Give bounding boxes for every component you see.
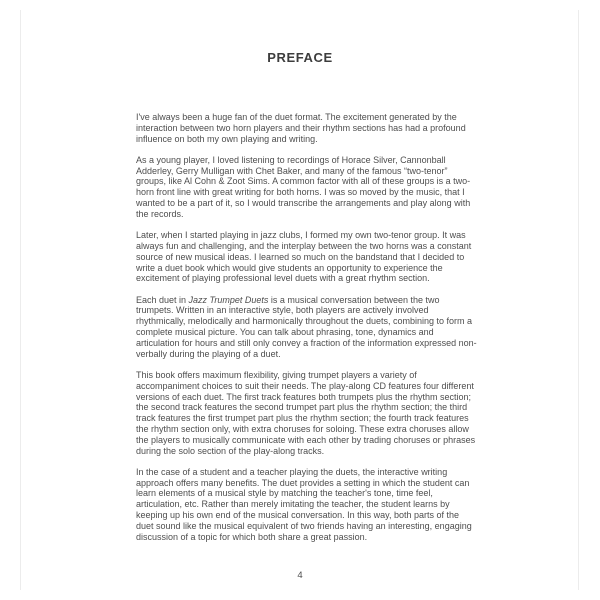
page-edge-right bbox=[578, 10, 579, 590]
paragraph: I've always been a huge fan of the duet format. The excitement generated by the interaction between two horn players and their rhythm sections has had a profound influence on both my own playing and writing. bbox=[136, 112, 466, 144]
paragraph: In the case of a student and a teacher playing the duets, the interactive writing approach offers many benefits. The duet provides a setting in which the student can learn elements of a musical style by matching the teacher's tone, time feel, articulation, etc. Rather than merely imitating the teacher, the student learns by keeping up his own end of the musical conversation. In this way, both parts of the duet sound like the musical equivalent of two friends having an interesting, engaging discussion of a topic for which both share a great passion. bbox=[136, 466, 472, 542]
paragraph: As a young player, I loved listening to recordings of Horace Silver, Cannonball Adderley, Gerry Mulligan with Chet Baker, and many of the famous “two-tenor” groups, like Al Cohn & Zoot Sims. A common factor with all of these groups is a two-horn front line with great writing for both horns. I was so moved by the music, that I wanted to be a part of it, so I would transcribe the arrangements and play along with the records. bbox=[136, 154, 471, 219]
page-title: PREFACE bbox=[267, 50, 333, 65]
page-edge-left bbox=[20, 10, 21, 590]
preface-body bbox=[136, 112, 477, 553]
page-number: 4 bbox=[297, 570, 303, 581]
paragraph: This book offers maximum flexibility, giving trumpet players a variety of accompaniment choices to suit their needs. The play-along CD features four different versions of each duet. The first track features both trumpets plus the rhythm section; the second track features the second trumpet part plus the rhythm section; the third track features the first trumpet part plus the rhythm section; the fourth track features the rhythm section only, with extra choruses for soloing. These extra choruses allow the players to musically communicate with each other by trading choruses or phrases during the solo section of the play-along tracks. bbox=[136, 369, 476, 456]
paragraph: Each duet in Jazz Trumpet Duets is a musical conversation between the two trumpets. Written in an interactive style, both players are actively involved rhythmically, melodically and harmonically throughout the duets, combining to form a complete musical picture. You can talk about phrasing, tone, dynamics and articulation for hours and still only convey a fraction of the information expressed non-verbally during the playing of a duet. bbox=[136, 294, 477, 359]
paragraph: Later, when I started playing in jazz clubs, I formed my own two-tenor group. It was always fun and challenging, and the interplay between the two horns was a constant source of new musical ideas. I learned so much on the bandstand that I decided to write a duet book which would give students an opportunity to experience the excitement of playing professional level duets with a great rhythm section. bbox=[136, 230, 472, 284]
